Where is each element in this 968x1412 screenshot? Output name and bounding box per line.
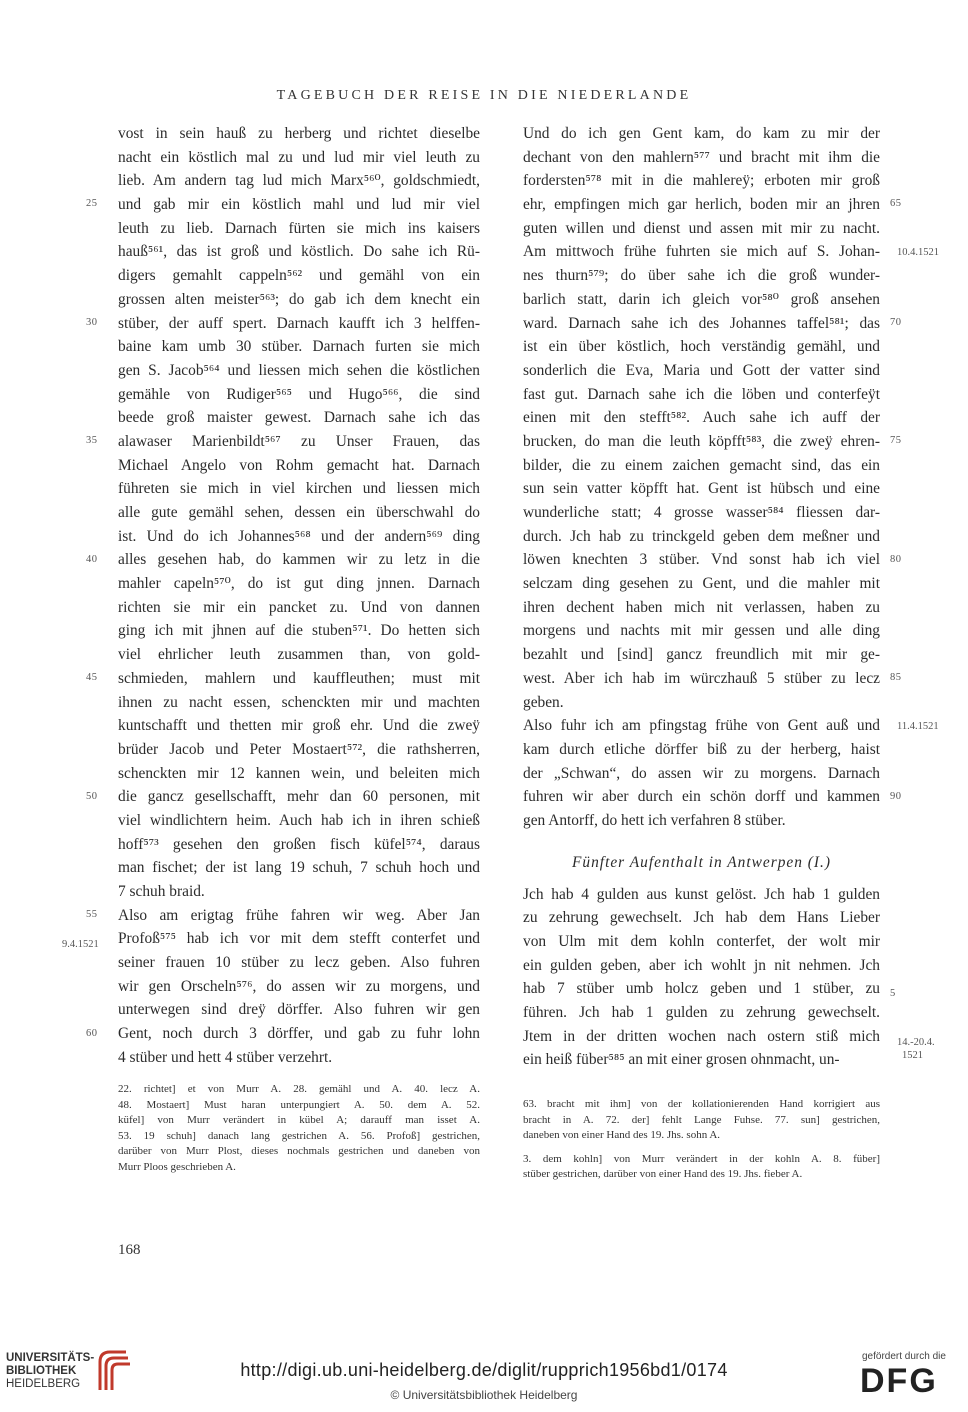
- text-line: gen Antorff, do hett ich verfahren 8 stüber.: [523, 811, 786, 829]
- text-line: ist. Und do ich Johannes⁵⁶⁸ und der andern⁵⁶⁹ ding: [118, 527, 480, 545]
- text-line: hoff⁵⁷³ gesehen den großen fisch küfel⁵⁷⁴, daraus: [118, 835, 480, 853]
- right-column: [523, 122, 880, 1072]
- text-line: Jch hab 4 gulden aus kunst gelöst. Jch hab 1 gulden: [523, 885, 880, 903]
- text-line: stüber, der auff spert. Darnach kaufft ich 3 helffen-: [118, 314, 480, 332]
- text-line: digers gemahlt cappeln⁵⁶² und gemähl von ein: [118, 267, 480, 285]
- line-number: 35: [86, 435, 98, 447]
- page-number: 168: [118, 1242, 141, 1258]
- text-line: schmieden, mahlern und kauffleuthen; must mit: [118, 669, 480, 687]
- footnote-line: küfel] von Murr verändert in kübel A; darauff man isset A.: [118, 1114, 480, 1126]
- text-line: einen mit den stefft⁵⁸². Auch sahe ich auff der: [523, 409, 880, 427]
- text-line: gen S. Jacob⁵⁶⁴ und liessen mich sehen die köstlichen: [118, 361, 480, 379]
- text-line: die gancz gesellschafft, mehr dan 60 personen, mit: [118, 788, 480, 806]
- logo-line-2: BIBLIOTHEK: [6, 1365, 77, 1377]
- copyright-notice: © Universitätsbibliothek Heidelberg: [390, 1388, 578, 1402]
- text-line: Am mittwoch frühe fuhrten sie mich auf S. Johan-: [523, 243, 880, 261]
- text-line: durch. Jch hab zu trinckgeld geben dem meßner und: [523, 527, 880, 545]
- line-number: 45: [86, 672, 98, 684]
- text-line: von Ulm mit dem kohln conterfet, der wolt mir: [523, 933, 880, 950]
- text-line: dechant von den mahlern⁵⁷⁷ und bracht mit ihm die: [523, 148, 880, 166]
- text-line: zu zehrung gewechselt. Jch hab dem Hans Lieber: [523, 909, 880, 927]
- text-line: viel windlichtern heim. Auch hab ich in ihren schieß: [118, 811, 480, 829]
- line-number: 90: [890, 790, 902, 802]
- footnote-line: 53. 19 schuh] danach lang gestrichen A. 56. Profoß] gestrichen,: [118, 1129, 480, 1142]
- text-line: barlich statt, darin ich gleich vor⁵⁸⁰ groß ansehen: [523, 290, 880, 308]
- margin-date: 9.4.1521: [62, 939, 99, 950]
- footnote-line: daneben von einer Hand des 19. Jhs. sohn A.: [523, 1129, 721, 1141]
- footnote-line: bracht in A. 72. der] fehlt Lange Fuhse. 77. sun] gestrichen,: [523, 1113, 880, 1126]
- text-line: ging ich mit jhnen auf die stuben⁵⁷¹. Do hetten sich: [118, 622, 480, 640]
- text-line: Gent, noch durch 3 dörffer, und gab zu fuhr lohn: [118, 1025, 480, 1043]
- text-line: Und do ich gen Gent kam, do kam zu mir der: [523, 125, 880, 142]
- text-line: seiner frauen 10 stüber zu lecz geben. Also fuhren: [118, 954, 480, 972]
- text-line: hab 7 stüber umb holcz geben und 1 stüber, zu: [523, 980, 880, 998]
- text-line: richten sie mir ein pancket zu. Und von dannen: [118, 598, 480, 616]
- text-line: Profoß⁵⁷⁵ hab ich vor mit dem stefft conterfet und: [118, 930, 480, 948]
- text-line: ein heiß füber⁵⁸⁵ an mit einer grosen ohnmacht, un-: [523, 1051, 840, 1069]
- text-line: viel ehrlicher leuth zusammen than, von gold-: [118, 646, 480, 664]
- text-line: schenckten mir 12 kannen wein, und beleiten mich: [118, 764, 480, 782]
- text-line: mahler capeln⁵⁷⁰, do ist gut ding jnnen. Darnach: [118, 575, 480, 593]
- text-line: brüder Jacob und Peter Mostaert⁵⁷², die rathsherren,: [118, 740, 480, 758]
- line-number: 50: [86, 790, 98, 802]
- line-number: 40: [86, 553, 98, 565]
- text-line: führen. Jch hab 1 gulden zu zehrung gewechselt.: [523, 1004, 880, 1022]
- text-line: sonderlich die Eva, Maria und Gott der vatter sind: [523, 361, 880, 379]
- text-line: brucken, do man die leuth köpfft⁵⁸³, die zweÿ ehren-: [523, 432, 880, 450]
- footnote-line: darüber von Murr Plost, dieses nochmals gestrichen und daneben von: [118, 1145, 480, 1157]
- text-line: löwen knechten 3 stüber. Vnd sonst hab ich viel: [523, 551, 880, 569]
- line-number: 30: [86, 316, 98, 328]
- line-number: 85: [890, 672, 902, 684]
- permalink-url[interactable]: http://digi.ub.uni-heidelberg.de/diglit/rupprich1956bd1/0174: [240, 1360, 728, 1380]
- text-line: morgens und nachts mit mir gessen und alle ding: [523, 622, 880, 640]
- text-line: baine kam umb 30 stüber. Darnach furten sie mich: [118, 338, 480, 356]
- text-line: kuntschafft und thetten mir groß ehr. Und die zweÿ: [118, 717, 480, 735]
- text-line: sun sein vatter köpfft hat. Gent ist hübsch und eine: [523, 480, 880, 498]
- text-line: nes thurn⁵⁷⁹; do über sahe ich die groß wunder-: [523, 267, 880, 285]
- margin-date: 1521: [902, 1050, 923, 1061]
- text-line: ein gulden geben, aber ich wohlt jn nit nehmen. Jch: [523, 956, 880, 974]
- running-header: TAGEBUCH DER REISE IN DIE NIEDERLANDE: [276, 88, 692, 103]
- text-line: ihnen zu nacht essen, schenckten mir und machten: [118, 693, 480, 711]
- text-line: alles gesehen hab, do kammen wir zu letz in die: [118, 551, 480, 569]
- logo-line-3: HEIDELBERG: [6, 1378, 81, 1390]
- text-line: west. Aber ich hab im würczhauß 5 stüber zu lecz: [523, 669, 880, 687]
- text-line: führeten sie mich in viel kirchen und liessen mich: [118, 480, 480, 498]
- text-line: kam durch etliche dörffer biß zu der herberg, haist: [523, 740, 880, 758]
- text-line: selczam ding gesehen zu Gent, und die mahler mit: [523, 575, 880, 593]
- footnote-line: 3. dem kohln] von Murr verändert in der kohln A. 8. füber]: [523, 1152, 880, 1165]
- text-line: und gab mir ein köstlich mahl und lud mir viel: [118, 196, 480, 214]
- line-number: 65: [890, 198, 902, 210]
- line-number: 55: [86, 909, 98, 921]
- footnote-line: stüber gestrichen, darüber von einer Hand des 19. Jhs. fieber A.: [523, 1168, 803, 1180]
- footnotes-right: [523, 1097, 880, 1183]
- footnote-line: 48. Mostaert] Must haran unterpungiert A. 50. dem A. 52.: [118, 1098, 480, 1111]
- line-number: 75: [890, 435, 902, 447]
- text-line: fast gut. Darnach sahe ich die löben und conterfeÿt: [523, 385, 880, 403]
- text-line: bezahlt und [sind] gancz freundlich mit mir ge-: [523, 646, 880, 664]
- text-line: wunderliche statt; 4 grosse wasser⁵⁸⁴ fliessen dar-: [523, 504, 880, 521]
- footnote-line: Murr Ploos geschrieben A.: [118, 1160, 236, 1173]
- text-line: ehr, empfingen mich gar herlich, boden mir an jhren: [523, 196, 880, 214]
- section-subheading: Fünfter Aufenthalt in Antwerpen (I.): [572, 853, 831, 871]
- line-number: 5: [890, 988, 896, 999]
- text-line: fordersten⁵⁷⁸ mit in die mahlereÿ; erboten mir groß: [523, 172, 880, 190]
- text-line: unterwegen sind dreÿ dörffer. Also fuhren wir gen: [118, 1001, 480, 1019]
- text-line: alle gute gemähl sehen, dessen ein überschwahl do: [118, 504, 480, 521]
- text-line: lieb. Am andern tag lud mich Marx⁵⁶⁰, goldschmiedt,: [118, 172, 480, 190]
- text-line: wir gen Orscheln⁵⁷⁶, do assen wir zu morgens, und: [118, 977, 480, 995]
- text-line: Michael Angelo von Rohm gemacht hat. Darnach: [118, 456, 480, 474]
- margin-date: 14.-20.4.: [897, 1037, 935, 1048]
- footnotes-left: [118, 1082, 480, 1175]
- margin-date: 10.4.1521: [897, 247, 939, 258]
- text-line: beede groß maister gewest. Darnach sahe ich das: [118, 409, 480, 427]
- logo-line-1: UNIVERSITÄTS-: [6, 1352, 95, 1364]
- line-number: 25: [86, 198, 98, 210]
- line-number: 80: [890, 553, 902, 565]
- text-line: Also fuhr ich am pfingstag frühe von Gent auß und: [523, 717, 880, 735]
- text-line: 4 stüber und hett 4 stüber verzehrt.: [118, 1048, 333, 1066]
- text-line: gemähle von Rudiger⁵⁶⁵ und Hugo⁵⁶⁶, die sind: [118, 385, 480, 403]
- text-line: ward. Darnach sahe ich des Johannes taffel⁵⁸¹; das: [523, 314, 880, 332]
- text-line: leuth zu lieb. Darnach fürten sie mich ins kaisers: [118, 219, 480, 237]
- funding-caption: gefördert durch die: [862, 1351, 946, 1362]
- footnote-line: 63. bracht mit ihm] von der kollationierenden Hand korrigiert aus: [523, 1098, 880, 1110]
- text-line: Also am erigtag frühe fahren wir weg. Aber Jan: [118, 906, 480, 924]
- text-line: vost in sein hauß zu herberg und richtet dieselbe: [118, 125, 480, 142]
- text-line: 7 schuh braid.: [118, 883, 205, 900]
- text-line: grossen alten meister⁵⁶³; do gab ich dem knecht ein: [118, 290, 480, 308]
- margin-date: 11.4.1521: [897, 721, 939, 732]
- text-line: fuhren wir aber durch ein schön dorff und kammen: [523, 788, 880, 806]
- text-line: ihren dechent haben mich nit verlassen, haben zu: [523, 598, 880, 616]
- line-number: 70: [890, 316, 902, 328]
- text-line: nacht ein köstlich mal zu und lud mir viel leuth zu: [118, 148, 480, 166]
- left-column: [118, 122, 480, 1070]
- text-line: geben.: [523, 693, 564, 711]
- text-line: alawaser Marienbildt⁵⁶⁷ zu Unser Frauen, das: [118, 432, 480, 450]
- text-line: guten willen und dienst und assen mit mir zu nacht.: [523, 219, 880, 237]
- text-line: bilder, die zu einem zaichen gemacht sind, das ein: [523, 456, 880, 474]
- text-line: man fischet; der ist lang 19 schuh, 7 schuh hoch und: [118, 859, 480, 877]
- text-line: der „Schwan“, do assen wir zu morgens. Darnach: [523, 764, 880, 782]
- text-line: hauß⁵⁶¹, das ist groß und köstlich. Do sahe ich Rü-: [118, 243, 480, 261]
- text-line: ist ein über köstlich, hoch verständig gemähl, und: [523, 338, 880, 356]
- footnote-line: 22. richtet] et von Murr A. 28. gemähl und A. 40. lecz A.: [118, 1083, 480, 1095]
- line-number: 60: [86, 1027, 98, 1039]
- text-line: Jtem in der dritten wochen nach ostern stiß mich: [523, 1027, 880, 1045]
- dfg-logo[interactable]: DFG: [860, 1362, 938, 1400]
